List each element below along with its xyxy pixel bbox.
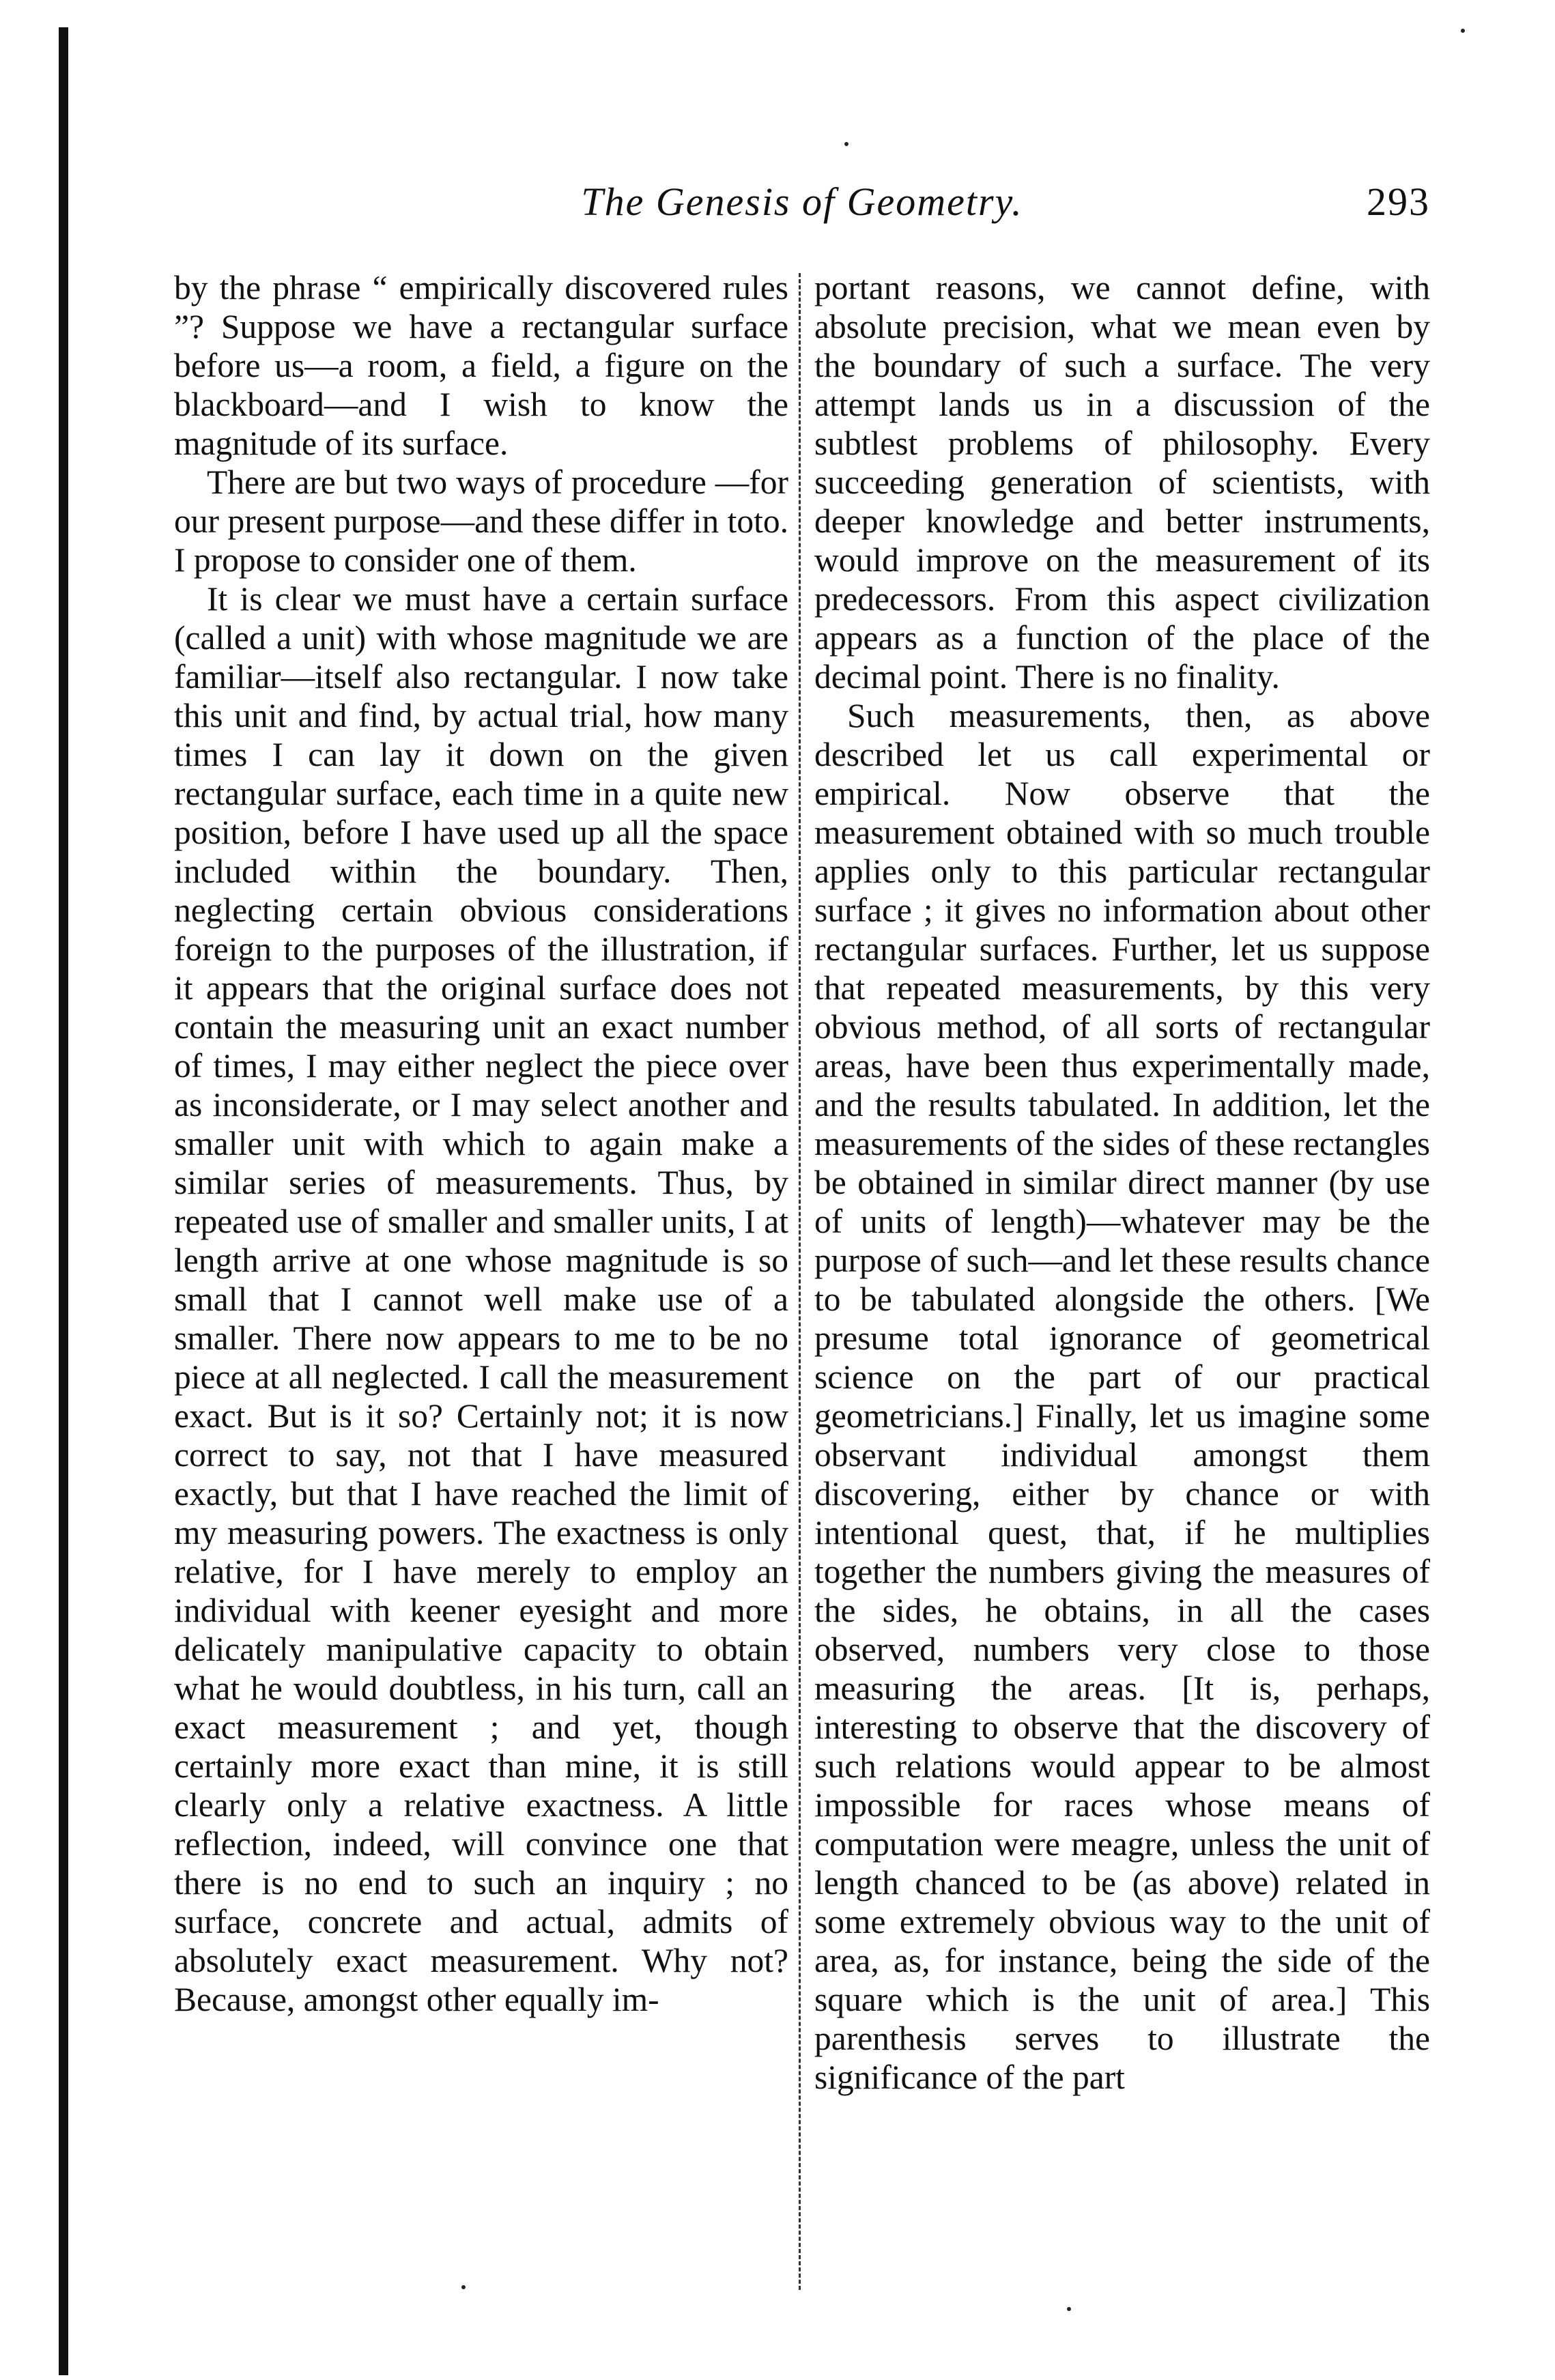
paragraph: by the phrase “ empirically discovered rules ”? Suppose we have a rectangular surface before us—a room, a field, a figure on the blackboard—and I wish to know the magnitude of its surface. bbox=[174, 269, 788, 462]
running-title: The Genesis of Geometry. bbox=[581, 180, 1023, 224]
paragraph: There are but two ways of procedure —for our present purpose—and these differ in toto. I propose to consider one of them. bbox=[174, 463, 788, 579]
paragraph: It is clear we must have a certain surface (called a unit) with whose magnitude we are familiar—itself also rectangular. I now take this unit and find, by actual trial, how many times I can lay it down on the given rectangular surface, each time in a quite new position, before I have used up all the space included within the boundary. Then, neglecting certain obvious considerations foreign to the purposes of the illustration, if it appears that the original surface does not contain the measuring unit an exact number of times, I may either neglect the piece over as inconsiderate, or I may select another and smaller unit with which to again make a similar series of measurements. Thus, by repeated use of smaller and smaller units, I at length arrive at one whose magnitude is so small that I cannot well make use of a smaller. There now appears to me to be no piece at all neglected. I call the measurement exact. But is it so? Certainly not; it is now correct to say, not that I have measured exactly, but that I have reached the limit of my measuring powers. The exactness is only relative, for I have merely to employ an individual with keener eyesight and more delicately manipulative capacity to obtain what he would doubtless, in his turn, call an exact measurement ; and yet, though certainly more exact than mine, it is still clearly only a relative exactness. A little reflection, indeed, will convince one that there is no end to such an inquiry ; no surface, concrete and actual, admits of absolutely exact measurement. Why not? Because, amongst other equally im- bbox=[174, 580, 788, 2018]
page-edge-bar bbox=[59, 27, 68, 2375]
page-header bbox=[174, 179, 1430, 233]
left-column bbox=[174, 268, 788, 2019]
speck-mark bbox=[844, 142, 848, 146]
paragraph: Such measurements, then, as above described let us call experimental or empirical. Now observe that the measurement obtained with so much trouble applies only to this particular rectangular surface ; it gives no information about other rectangular surfaces. Further, let us suppose that repeated measurements, by this very obvious method, of all sorts of rectangular areas, have been thus experimentally made, and the results tabulated. In addition, let the measurements of the sides of these rectangles be obtained in similar direct manner (by use of units of length)—whatever may be the purpose of such—and let these results chance to be tabulated alongside the others. [We presume total ignorance of geometrical science on the part of our practical geometricians.] Finally, let us imagine some observant individual amongst them discovering, either by chance or with intentional quest, that, if he multiplies together the numbers giving the measures of the sides, he obtains, in all the cases observed, numbers very close to those measuring the areas. [It is, perhaps, interesting to observe that the discovery of such relations would appear to be almost impossible for races whose means of computation were meagre, unless the unit of length chanced to be (as above) related in some extremely obvious way to the unit of area, as, for instance, being the side of the square which is the unit of area.] This parenthesis serves to illustrate the significance of the part bbox=[814, 697, 1430, 2096]
speck-mark bbox=[461, 2285, 466, 2289]
speck-mark bbox=[1067, 2307, 1071, 2311]
paragraph: portant reasons, we cannot define, with absolute precision, what we mean even by the boundary of such a surface. The very attempt lands us in a discussion of the subtlest problems of philosophy. Every succeeding generation of scientists, with deeper knowledge and better instruments, would improve on the measurement of its predecessors. From this aspect civilization appears as a function of the place of the decimal point. There is no finality. bbox=[814, 269, 1430, 696]
speck-mark bbox=[1461, 29, 1465, 33]
column-divider bbox=[799, 273, 801, 2290]
page-number: 293 bbox=[1367, 180, 1430, 224]
right-column bbox=[814, 268, 1430, 2097]
